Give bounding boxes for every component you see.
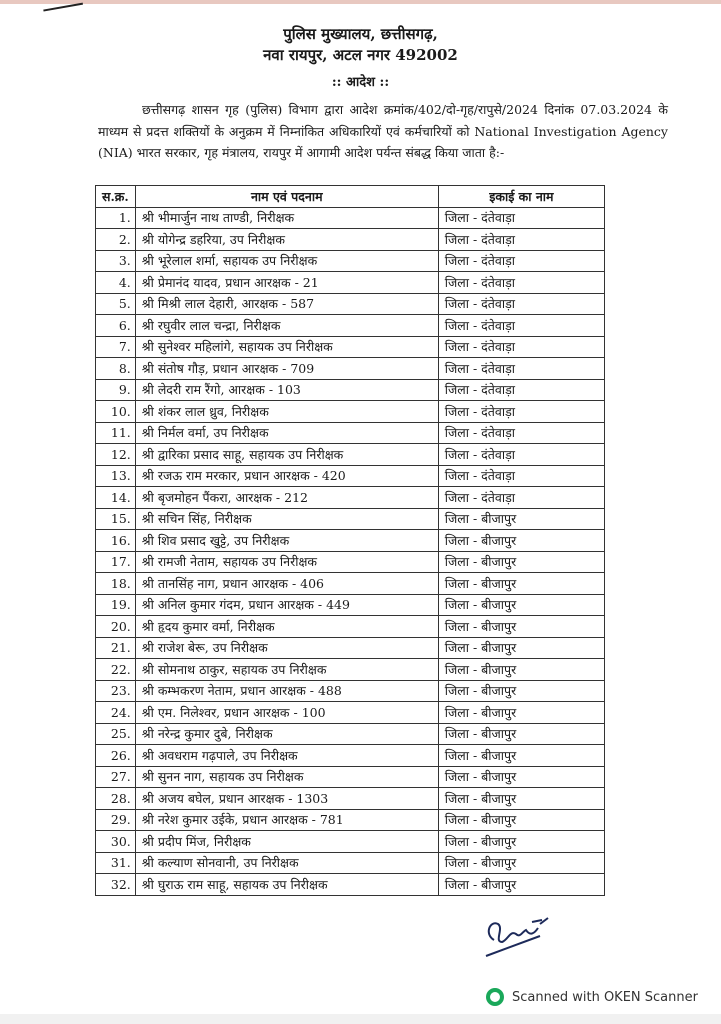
serial-cell: 12.: [96, 444, 136, 466]
unit-cell: जिला - दंतेवाड़ा: [438, 229, 604, 251]
serial-cell: 10.: [96, 401, 136, 423]
name-cell: श्री मिश्री लाल देहारी, आरक्षक - 587: [135, 293, 438, 315]
name-cell: श्री कल्याण सोनवानी, उप निरीक्षक: [135, 852, 438, 874]
serial-cell: 4.: [96, 272, 136, 294]
name-cell: श्री रघुवीर लाल चन्द्रा, निरीक्षक: [135, 315, 438, 337]
table-row: [96, 573, 605, 595]
table-row: [96, 831, 605, 853]
serial-cell: 1.: [96, 207, 136, 229]
table-row: [96, 422, 605, 444]
table-header-row: [96, 186, 605, 208]
unit-cell: जिला - दंतेवाड़ा: [438, 207, 604, 229]
table-row: [96, 487, 605, 509]
serial-cell: 20.: [96, 616, 136, 638]
scanner-watermark-text: Scanned with OKEN Scanner: [512, 989, 698, 1005]
table-row: [96, 336, 605, 358]
office-name: पुलिस मुख्यालय, छत्तीसगढ़,: [283, 25, 438, 43]
name-cell: श्री निर्मल वर्मा, उप निरीक्षक: [135, 422, 438, 444]
oken-scanner-logo-icon: [486, 988, 504, 1006]
signature-icon: [480, 912, 570, 972]
unit-cell: जिला - बीजापुर: [438, 766, 604, 788]
serial-cell: 31.: [96, 852, 136, 874]
unit-cell: जिला - दंतेवाड़ा: [438, 250, 604, 272]
unit-cell: जिला - बीजापुर: [438, 852, 604, 874]
name-cell: श्री राजेश बेरू, उप निरीक्षक: [135, 637, 438, 659]
scan-bottom-edge: [0, 1014, 721, 1024]
serial-cell: 3.: [96, 250, 136, 272]
table-row: [96, 401, 605, 423]
scanner-watermark: [486, 988, 698, 1006]
unit-cell: जिला - बीजापुर: [438, 874, 604, 896]
name-cell: श्री योगेन्द्र डहरिया, उप निरीक्षक: [135, 229, 438, 251]
unit-cell: जिला - दंतेवाड़ा: [438, 465, 604, 487]
table-row: [96, 745, 605, 767]
name-cell: श्री अवधराम गढ़पाले, उप निरीक्षक: [135, 745, 438, 767]
table-row: [96, 229, 605, 251]
unit-cell: जिला - दंतेवाड़ा: [438, 422, 604, 444]
table-row: [96, 358, 605, 380]
serial-cell: 14.: [96, 487, 136, 509]
scan-top-edge: [0, 0, 721, 4]
unit-cell: जिला - बीजापुर: [438, 616, 604, 638]
unit-cell: जिला - बीजापुर: [438, 508, 604, 530]
name-cell: श्री शिव प्रसाद खुट्टे, उप निरीक्षक: [135, 530, 438, 552]
table-row: [96, 637, 605, 659]
table-row: [96, 379, 605, 401]
name-cell: श्री नरेन्द्र कुमार दुबे, निरीक्षक: [135, 723, 438, 745]
table-row: [96, 508, 605, 530]
table-row: [96, 465, 605, 487]
table-row: [96, 293, 605, 315]
unit-cell: जिला - बीजापुर: [438, 530, 604, 552]
table-row: [96, 530, 605, 552]
unit-cell: जिला - बीजापुर: [438, 831, 604, 853]
serial-cell: 2.: [96, 229, 136, 251]
serial-cell: 22.: [96, 659, 136, 681]
serial-cell: 24.: [96, 702, 136, 724]
header-unit: इकाई का नाम: [438, 186, 604, 208]
unit-cell: जिला - दंतेवाड़ा: [438, 487, 604, 509]
name-cell: श्री प्रदीप मिंज, निरीक्षक: [135, 831, 438, 853]
serial-cell: 15.: [96, 508, 136, 530]
unit-cell: जिला - दंतेवाड़ा: [438, 379, 604, 401]
order-paragraph-text: छत्तीसगढ़ शासन गृह (पुलिस) विभाग द्वारा आदेश क्रमांक/402/दो-गृह/रापुसे/2024 दिनांक 07.03.2024 के माध्यम से प्रदत्त शक्तियों के अनुक्रम में निम्नांकित अधिकारियों एवं कर्मचारियों को National Investigation Agency (NIA) भारत सरकार, गृह मंत्रालय, रायपुर में आगामी आदेश पर्यन्त संबद्ध किया जाता है:-: [98, 102, 668, 160]
serial-cell: 8.: [96, 358, 136, 380]
serial-cell: 18.: [96, 573, 136, 595]
pen-mark: [43, 3, 84, 22]
name-cell: श्री बृजमोहन पैंकरा, आरक्षक - 212: [135, 487, 438, 509]
name-cell: श्री सचिन सिंह, निरीक्षक: [135, 508, 438, 530]
table-row: [96, 852, 605, 874]
serial-cell: 29.: [96, 809, 136, 831]
serial-cell: 13.: [96, 465, 136, 487]
name-cell: श्री सुनन नाग, सहायक उप निरीक्षक: [135, 766, 438, 788]
office-address: नवा रायपुर, अटल नगर 492002: [263, 46, 458, 64]
name-cell: श्री अजय बघेल, प्रधान आरक्षक - 1303: [135, 788, 438, 810]
name-cell: श्री द्वारिका प्रसाद साहू, सहायक उप निरीक्षक: [135, 444, 438, 466]
name-cell: श्री हृदय कुमार वर्मा, निरीक्षक: [135, 616, 438, 638]
serial-cell: 23.: [96, 680, 136, 702]
unit-cell: जिला - बीजापुर: [438, 788, 604, 810]
table-row: [96, 809, 605, 831]
name-cell: श्री भूरेलाल शर्मा, सहायक उप निरीक्षक: [135, 250, 438, 272]
unit-cell: जिला - बीजापुर: [438, 745, 604, 767]
name-cell: श्री संतोष गौड़, प्रधान आरक्षक - 709: [135, 358, 438, 380]
serial-cell: 6.: [96, 315, 136, 337]
serial-cell: 30.: [96, 831, 136, 853]
header-serial: स.क्र.: [96, 186, 136, 208]
serial-cell: 32.: [96, 874, 136, 896]
table-row: [96, 551, 605, 573]
unit-cell: जिला - दंतेवाड़ा: [438, 444, 604, 466]
table-row: [96, 702, 605, 724]
unit-cell: जिला - बीजापुर: [438, 809, 604, 831]
table-row: [96, 272, 605, 294]
serial-cell: 19.: [96, 594, 136, 616]
serial-cell: 16.: [96, 530, 136, 552]
unit-cell: जिला - दंतेवाड़ा: [438, 272, 604, 294]
unit-cell: जिला - बीजापुर: [438, 551, 604, 573]
serial-cell: 26.: [96, 745, 136, 767]
unit-cell: जिला - दंतेवाड़ा: [438, 401, 604, 423]
name-cell: श्री कम्भकरण नेताम, प्रधान आरक्षक - 488: [135, 680, 438, 702]
name-cell: श्री अनिल कुमार गंदम, प्रधान आरक्षक - 449: [135, 594, 438, 616]
table-row: [96, 680, 605, 702]
name-cell: श्री प्रेमानंद यादव, प्रधान आरक्षक - 21: [135, 272, 438, 294]
table-row: [96, 315, 605, 337]
table-row: [96, 766, 605, 788]
unit-cell: जिला - बीजापुर: [438, 573, 604, 595]
header-name: नाम एवं पदनाम: [135, 186, 438, 208]
name-cell: श्री सोमनाथ ठाकुर, सहायक उप निरीक्षक: [135, 659, 438, 681]
name-cell: श्री घुराऊ राम साहू, सहायक उप निरीक्षक: [135, 874, 438, 896]
name-cell: श्री लेदरी राम रैंगो, आरक्षक - 103: [135, 379, 438, 401]
name-cell: श्री रामजी नेताम, सहायक उप निरीक्षक: [135, 551, 438, 573]
table-row: [96, 616, 605, 638]
unit-cell: जिला - दंतेवाड़ा: [438, 315, 604, 337]
serial-cell: 5.: [96, 293, 136, 315]
table-row: [96, 207, 605, 229]
table-row: [96, 250, 605, 272]
table-row: [96, 723, 605, 745]
unit-cell: जिला - दंतेवाड़ा: [438, 336, 604, 358]
name-cell: श्री एम. निलेश्वर, प्रधान आरक्षक - 100: [135, 702, 438, 724]
unit-cell: जिला - दंतेवाड़ा: [438, 293, 604, 315]
unit-cell: जिला - बीजापुर: [438, 659, 604, 681]
serial-cell: 21.: [96, 637, 136, 659]
table-row: [96, 874, 605, 896]
personnel-table: [95, 185, 605, 896]
table-row: [96, 594, 605, 616]
unit-cell: जिला - बीजापुर: [438, 723, 604, 745]
name-cell: श्री भीमार्जुन नाथ ताण्डी, निरीक्षक: [135, 207, 438, 229]
serial-cell: 28.: [96, 788, 136, 810]
unit-cell: जिला - बीजापुर: [438, 702, 604, 724]
unit-cell: जिला - दंतेवाड़ा: [438, 358, 604, 380]
table-row: [96, 444, 605, 466]
table-row: [96, 788, 605, 810]
order-title: :: आदेश ::: [331, 75, 390, 90]
unit-cell: जिला - बीजापुर: [438, 680, 604, 702]
name-cell: श्री सुनेश्वर महिलांगे, सहायक उप निरीक्षक: [135, 336, 438, 358]
serial-cell: 7.: [96, 336, 136, 358]
name-cell: श्री नरेश कुमार उईके, प्रधान आरक्षक - 781: [135, 809, 438, 831]
name-cell: श्री रजऊ राम मरकार, प्रधान आरक्षक - 420: [135, 465, 438, 487]
table-row: [96, 659, 605, 681]
name-cell: श्री शंकर लाल ध्रुव, निरीक्षक: [135, 401, 438, 423]
order-paragraph: [98, 99, 668, 164]
unit-cell: जिला - बीजापुर: [438, 637, 604, 659]
serial-cell: 25.: [96, 723, 136, 745]
table-body: [96, 207, 605, 895]
serial-cell: 11.: [96, 422, 136, 444]
serial-cell: 27.: [96, 766, 136, 788]
serial-cell: 17.: [96, 551, 136, 573]
name-cell: श्री तानसिंह नाग, प्रधान आरक्षक - 406: [135, 573, 438, 595]
serial-cell: 9.: [96, 379, 136, 401]
unit-cell: जिला - बीजापुर: [438, 594, 604, 616]
